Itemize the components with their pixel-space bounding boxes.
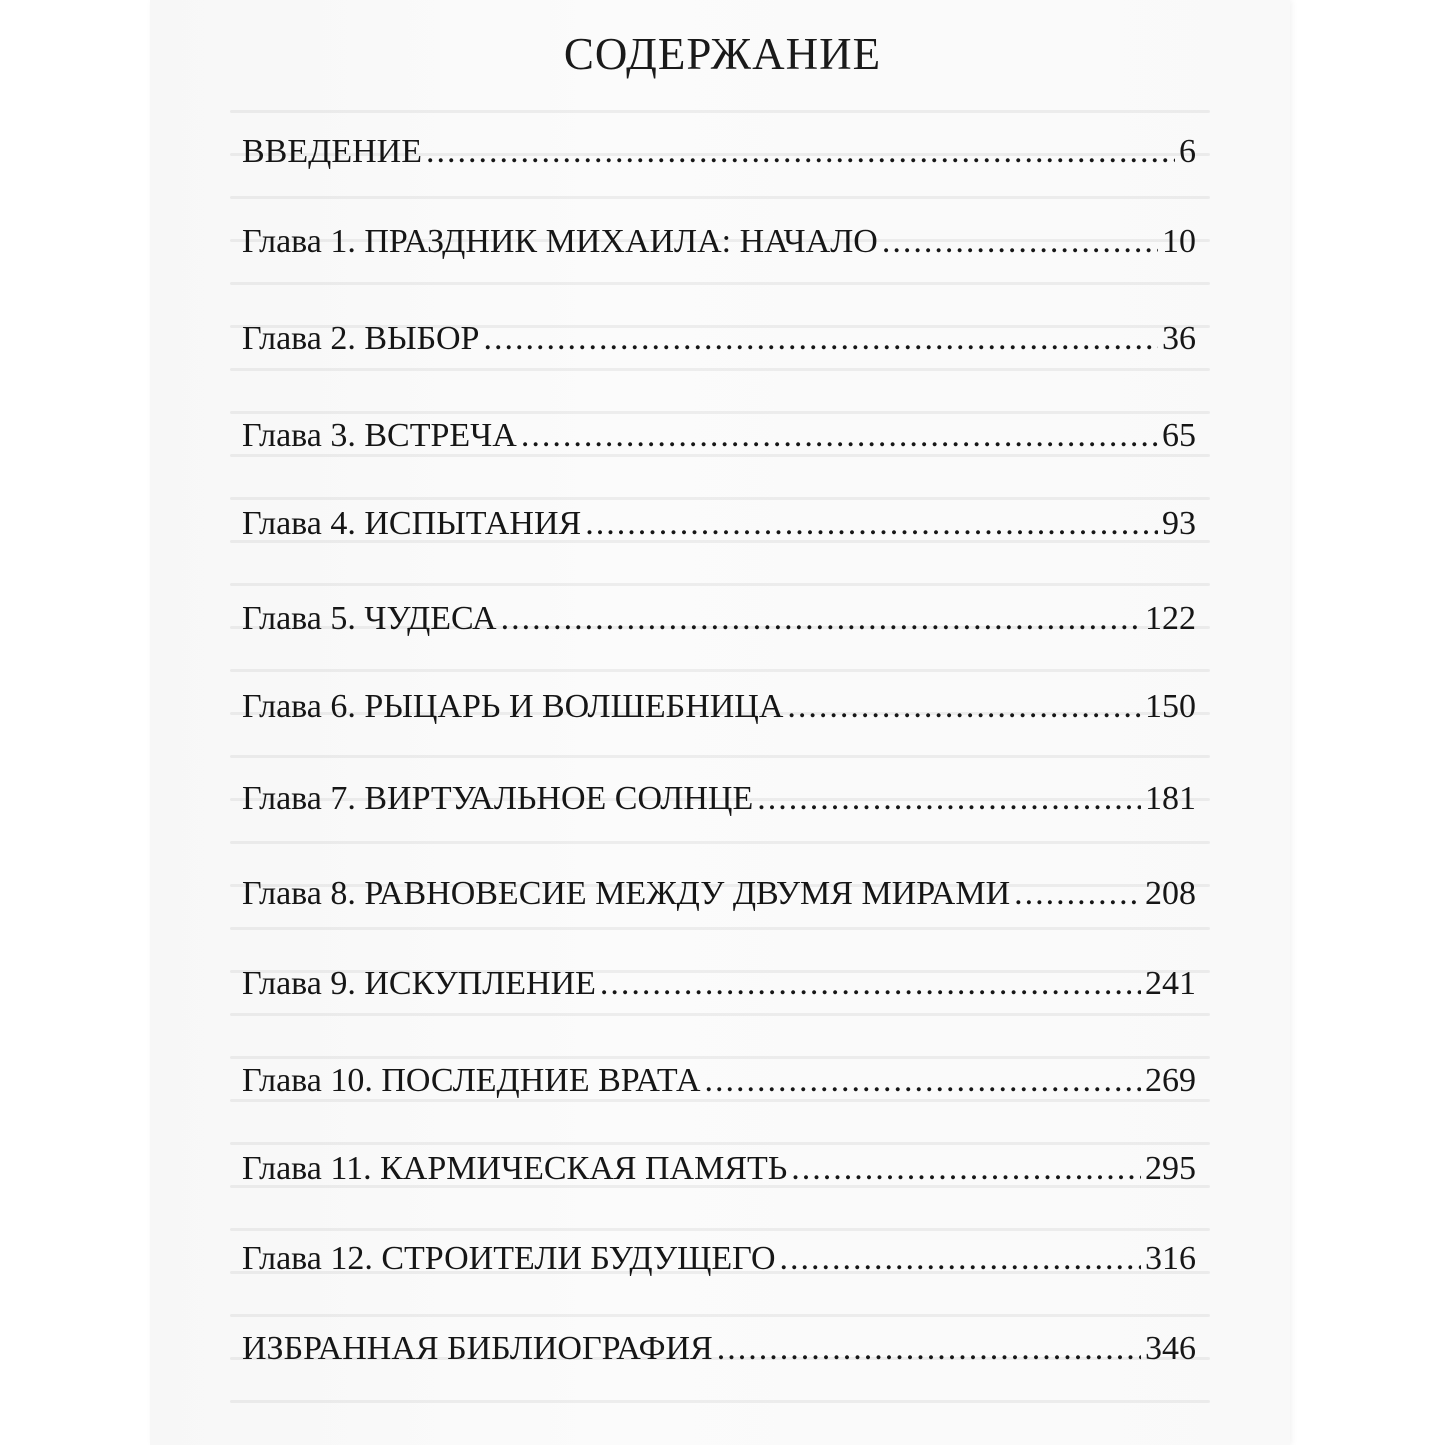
toc-entry-chapter-5 — [242, 600, 1196, 646]
toc-entry-page: 316 — [1145, 1240, 1196, 1277]
dot-leader — [780, 1240, 1141, 1278]
toc-entry-page: 346 — [1145, 1330, 1196, 1367]
toc-entry-page: 122 — [1145, 600, 1196, 637]
dot-leader — [757, 780, 1141, 818]
toc-entry-label: Глава 6. РЫЦАРЬ И ВОЛШЕБНИЦА — [242, 688, 784, 725]
dot-leader — [426, 133, 1175, 171]
dot-leader — [585, 505, 1158, 543]
show-through-line — [230, 583, 1210, 586]
toc-entry-chapter-10 — [242, 1062, 1196, 1108]
toc-entry-chapter-4 — [242, 505, 1196, 551]
show-through-line — [230, 841, 1210, 844]
toc-entry-label: Глава 10. ПОСЛЕДНИЕ ВРАТА — [242, 1062, 701, 1099]
toc-entry-page: 269 — [1145, 1062, 1196, 1099]
toc-entry-page: 241 — [1145, 965, 1196, 1002]
toc-entry-bibliography — [242, 1330, 1196, 1376]
dot-leader — [717, 1330, 1141, 1368]
show-through-line — [230, 497, 1210, 500]
dot-leader — [882, 223, 1158, 261]
toc-entry-chapter-11 — [242, 1150, 1196, 1196]
toc-entry-label: Глава 3. ВСТРЕЧА — [242, 417, 517, 454]
toc-entry-chapter-8 — [242, 875, 1196, 921]
toc-entry-introduction — [242, 133, 1196, 179]
dot-leader — [705, 1062, 1141, 1100]
show-through-line — [230, 1013, 1210, 1016]
toc-entry-label: ИЗБРАННАЯ БИБЛИОГРАФИЯ — [242, 1330, 713, 1367]
show-through-line — [230, 755, 1210, 758]
toc-entry-label: Глава 4. ИСПЫТАНИЯ — [242, 505, 582, 542]
toc-entry-label: Глава 7. ВИРТУАЛЬНОЕ СОЛНЦЕ — [242, 780, 754, 817]
dot-leader — [501, 600, 1141, 638]
show-through-line — [230, 1228, 1210, 1231]
toc-entry-label: ВВЕДЕНИЕ — [242, 133, 422, 170]
toc-entry-label: Глава 9. ИСКУПЛЕНИЕ — [242, 965, 596, 1002]
show-through-line — [230, 1400, 1210, 1403]
toc-entry-page: 93 — [1162, 505, 1196, 542]
toc-entry-chapter-7 — [242, 780, 1196, 826]
toc-entry-page: 208 — [1145, 875, 1196, 912]
toc-entry-label: Глава 1. ПРАЗДНИК МИХАИЛА: НАЧАЛО — [242, 223, 878, 260]
show-through-line — [230, 1314, 1210, 1317]
show-through-line — [230, 110, 1210, 113]
toc-entry-chapter-12 — [242, 1240, 1196, 1286]
show-through-line — [230, 927, 1210, 930]
toc-entry-page: 295 — [1145, 1150, 1196, 1187]
toc-entry-page: 36 — [1162, 320, 1196, 357]
toc-entry-label: Глава 2. ВЫБОР — [242, 320, 480, 357]
page-title: СОДЕРЖАНИЕ — [563, 29, 882, 79]
dot-leader — [791, 1150, 1141, 1188]
show-through-line — [230, 1056, 1210, 1059]
show-through-line — [230, 411, 1210, 414]
show-through-line — [230, 669, 1210, 672]
toc-entry-page: 181 — [1145, 780, 1196, 817]
show-through-line — [230, 368, 1210, 371]
toc-entry-label: Глава 5. ЧУДЕСА — [242, 600, 497, 637]
dot-leader — [787, 688, 1141, 726]
dot-leader — [1014, 875, 1141, 913]
toc-entry-chapter-9 — [242, 965, 1196, 1011]
toc-entry-page: 10 — [1162, 223, 1196, 260]
toc-entry-label: Глава 11. КАРМИЧЕСКАЯ ПАМЯТЬ — [242, 1150, 788, 1187]
toc-entry-label: Глава 8. РАВНОВЕСИЕ МЕЖДУ ДВУМЯ МИРАМИ — [242, 875, 1011, 912]
toc-entry-chapter-1 — [242, 223, 1196, 269]
toc-entry-chapter-2 — [242, 320, 1196, 366]
show-through-line — [230, 282, 1210, 285]
dot-leader — [483, 320, 1158, 358]
toc-entry-label: Глава 12. СТРОИТЕЛИ БУДУЩЕГО — [242, 1240, 776, 1277]
show-through-line — [230, 196, 1210, 199]
dot-leader — [600, 965, 1141, 1003]
toc-entry-chapter-3 — [242, 417, 1196, 463]
toc-entry-page: 150 — [1145, 688, 1196, 725]
toc-entry-chapter-6 — [242, 688, 1196, 734]
show-through-line — [230, 1142, 1210, 1145]
toc-entry-page: 6 — [1179, 133, 1196, 170]
toc-entry-page: 65 — [1162, 417, 1196, 454]
dot-leader — [521, 417, 1158, 455]
